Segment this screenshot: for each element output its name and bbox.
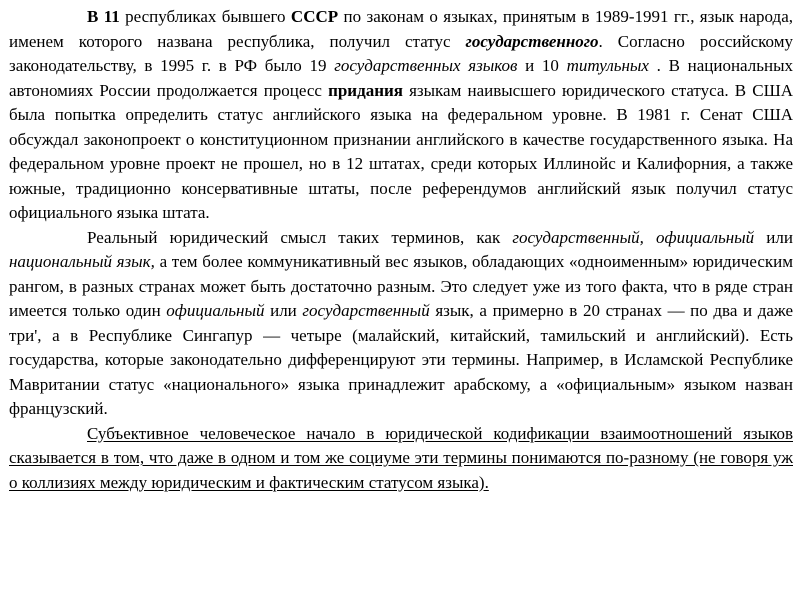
text-run: по законам о языках, принятым в 1989-1991 гг., язык народа, именем которого названа республика, получил статус (9, 7, 793, 51)
text-run: . В национальных автономиях России продолжается процесс (9, 56, 793, 100)
emphasized-text: титульных (566, 56, 649, 75)
emphasized-text: придания (328, 80, 403, 100)
text-run: а тем более коммуникативный вес языков, обладающих «одноименным» юридическим рангом, в разных странах может быть достаточно разным. Это следует уже из того факта, что в ряде стран имеется только один (9, 252, 793, 320)
text-run: республиках бывшего (119, 7, 291, 26)
text-run: язык, а примерно в 20 странах — по два и даже три', а в Республике Сингапур — четыре (малайский, китайский, тамильский и английский). Есть государства, которые законодательно дифференцируют эти термины. Например, в Исламской Республике Мавритании статус «национального» языка принадлежит арабскому, а «официальным» языком назван французский. (9, 301, 794, 418)
text-run: Субъективное человеческое начало в юридической кодификации взаимоотношений языков сказывается в том, что даже в одном и том же социуме эти термины понимаются по-разному (не говоря уж о коллизиях между юридическим и фактическим статусом языка). (9, 423, 793, 492)
emphasized-text: государственный, официальный (512, 227, 755, 247)
emphasized-text: национальный язык, (9, 252, 155, 271)
text-run: языкам наивысшего юридического статуса. В США была попытка определить статус английского языка на федеральном уровне. В 1981 г. Сенат США обсуждал законопроект о конституционном признании английского в качестве государственного языка. На федеральном уровне проект не прошел, но в 12 штатах, среди которых Иллинойс и Калифорния, а также южные, традиционно консервативные штаты, после референдумов английский язык получил статус официального языка штата. (9, 80, 793, 222)
paragraph-state-language-status (9, 5, 793, 226)
emphasized-text: государственный (302, 301, 430, 320)
emphasized-text: государственных языков (334, 56, 518, 75)
text-run: или (754, 227, 793, 247)
text-run: . Согласно российскому законодательству, в 1995 г. в РФ было 19 (9, 31, 793, 75)
emphasized-text: официальный (166, 301, 265, 320)
text-run: Реальный юридический смысл таких терминов, как (87, 227, 513, 247)
emphasized-text: СССР (290, 7, 339, 26)
emphasized-text: государственного (465, 31, 599, 51)
paragraph-legal-meaning-of-terms (9, 226, 793, 422)
paragraph-subjective-factor (9, 422, 793, 496)
text-run: или (264, 301, 303, 320)
emphasized-text: В 11 (87, 7, 120, 26)
text-run: и 10 (517, 56, 567, 75)
